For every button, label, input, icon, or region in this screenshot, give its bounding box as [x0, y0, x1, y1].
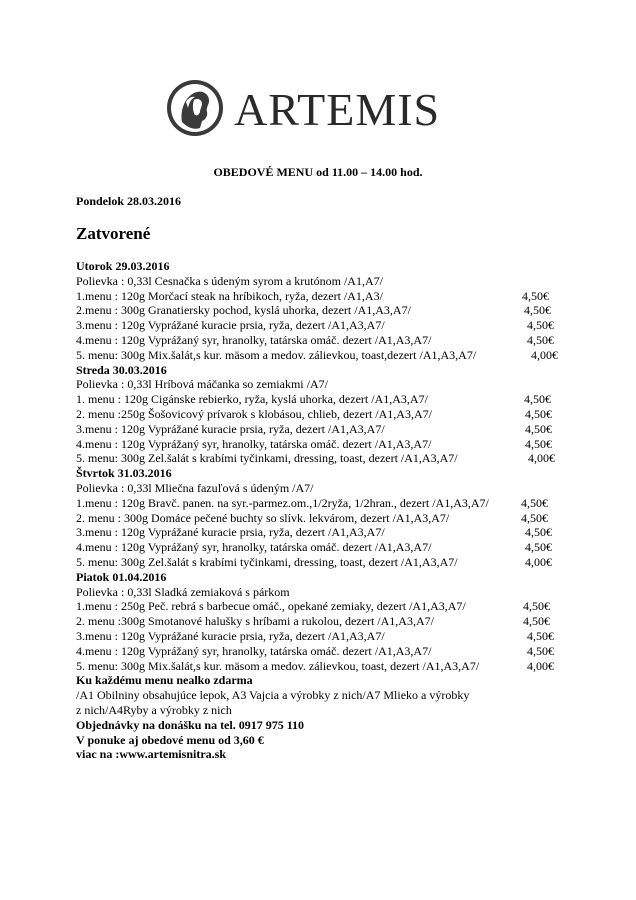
menu-price: 4,50€	[527, 643, 554, 658]
menu-price: 4,50€	[525, 525, 552, 540]
brand-name: ARTEMIS	[234, 84, 441, 135]
menu-price: 4,50€	[525, 540, 552, 555]
artemis-logo	[164, 78, 464, 138]
section-heading: Objednávky na donášku na tel. 0917 975 110	[76, 717, 305, 732]
menu-line: 3.menu : 120g Vyprážané kuracie prsia, ryža, dezert /A1,A3,A7/	[76, 421, 385, 436]
menu-price: 4,00€	[528, 451, 555, 466]
menu-price: 4,50€	[525, 436, 552, 451]
menu-price: 4,50€	[527, 318, 554, 333]
menu-line: 4.menu : 120g Vyprážaný syr, hranolky, tatárska omáč. dezert /A1,A3,A7/	[76, 540, 432, 555]
menu-line: /A1 Obilniny obsahujúce lepok, A3 Vajcia a výrobky z nich/A7 Mlieko a výrobky	[76, 688, 470, 703]
menu-line: 5. menu: 300g Mix.šalát,s kur. mäsom a medov. zálievkou, toast, dezert /A1,A3,A7/	[76, 658, 480, 673]
menu-line: 2. menu :250g Šošovicový prívarok s klobásou, chlieb, dezert /A1,A3,A7/	[76, 407, 432, 421]
menu-line: Polievka : 0,33l Hríbová máčanka so zemiakmi /A7/	[76, 377, 328, 392]
menu-price: 4,50€	[523, 614, 550, 629]
menu-price: 4,50€	[521, 510, 548, 525]
menu-price: 4,50€	[525, 421, 552, 436]
artemis-head-icon	[164, 78, 226, 138]
menu-line: Polievka : 0,33l Cesnačka s údeným syrom a krutónom /A1,A7/	[76, 273, 383, 288]
menu-price: 4,50€	[527, 629, 554, 643]
menu-line: 2.menu : 300g Granatiersky pochod, kyslá uhorka, dezert /A1,A3,A7/	[76, 303, 411, 318]
section-heading: V ponuke aj obedové menu od 3,60 €	[76, 732, 264, 747]
menu-line: 5. menu: 300g Zel.šalát s krabími tyčinkami, dressing, toast, dezert /A1,A3,A7/	[76, 555, 458, 569]
menu-price: 4,50€	[525, 407, 552, 421]
section-heading: Ku každému menu nealko zdarma	[76, 673, 253, 688]
menu-line: 4.menu : 120g Vyprážaný syr, hranolky, tatárska omáč. dezert /A1,A3,A7/	[76, 643, 432, 658]
menu-line: 1.menu : 120g Bravč. panen. na syr.-parmez.om.,1/2ryža, 1/2hran., dezert /A1,A3,A7/	[76, 495, 489, 510]
menu-line: Polievka : 0,33l Sladká zemiaková s párkom	[76, 584, 290, 599]
menu-price: 4,50€	[527, 333, 554, 347]
menu-line: 4.menu : 120g Vyprážaný syr, hranolky, tatárska omáč. dezert /A1,A3,A7/	[76, 333, 432, 347]
menu-header: OBEDOVÉ MENU od 11.00 – 14.00 hod.	[213, 165, 423, 179]
menu-line: 1.menu : 250g Peč. rebrá s barbecue omáč., opekané zemiaky, dezert /A1,A3,A7/	[76, 599, 466, 614]
menu-price: 4,50€	[521, 495, 548, 510]
menu-line: 2. menu :300g Smotanové halušky s hríbami a rukolou, dezert /A1,A3,A7/	[76, 614, 434, 629]
menu-line: 2. menu : 300g Domáce pečené buchty so slívk. lekvárom, dezert /A1,A3,A7/	[76, 510, 450, 525]
section-heading: viac na :www.artemisnitra.sk	[76, 747, 226, 762]
menu-price: 4,50€	[524, 392, 551, 407]
closed-notice: Zatvorené	[76, 224, 151, 243]
menu-price: 4,00€	[525, 555, 552, 569]
menu-line: 3.menu : 120g Vyprážané kuracie prsia, ryža, dezert /A1,A3,A7/	[76, 525, 385, 540]
section-heading: Utorok 29.03.2016	[76, 259, 170, 273]
menu-line: 1. menu : 120g Cigánske rebierko, ryža, kyslá uhorka, dezert /A1,A3,A7/	[76, 392, 428, 407]
menu-line: 5. menu: 300g Zel.šalát s krabími tyčinkami, dressing, toast, dezert /A1,A3,A7/	[76, 451, 458, 466]
menu-price: 4,00€	[531, 347, 558, 362]
menu-line: 3.menu : 120g Vyprážané kuracie prsia, ryža, dezert /A1,A3,A7/	[76, 629, 385, 643]
menu-price: 4,50€	[524, 303, 551, 318]
section-heading: Streda 30.03.2016	[76, 362, 167, 377]
menu-line: z nich/A4Ryby a výrobky z nich	[76, 703, 232, 717]
menu-line: 5. menu: 300g Mix.šalát,s kur. mäsom a medov. zálievkou, toast,dezert /A1,A3,A7/	[76, 347, 477, 362]
menu-line: 4.menu : 120g Vyprážaný syr, hranolky, tatárska omáč. dezert /A1,A3,A7/	[76, 436, 432, 451]
monday-date: Pondelok 28.03.2016	[76, 194, 182, 208]
menu-line: 1.menu : 120g Morčací steak na hríbikoch, ryža, dezert /A1,A3/	[76, 288, 383, 303]
menu-price: 4,00€	[527, 658, 554, 673]
menu-line: Polievka : 0,33l Mliečna fazuľová s údeným /A7/	[76, 481, 314, 495]
menu-price: 4,50€	[522, 288, 549, 303]
menu-price: 4,50€	[523, 599, 550, 614]
section-heading: Piatok 01.04.2016	[76, 569, 167, 584]
menu-line: 3.menu : 120g Vyprážané kuracie prsia, ryža, dezert /A1,A3,A7/	[76, 318, 385, 333]
section-heading: Štvrtok 31.03.2016	[76, 466, 172, 481]
